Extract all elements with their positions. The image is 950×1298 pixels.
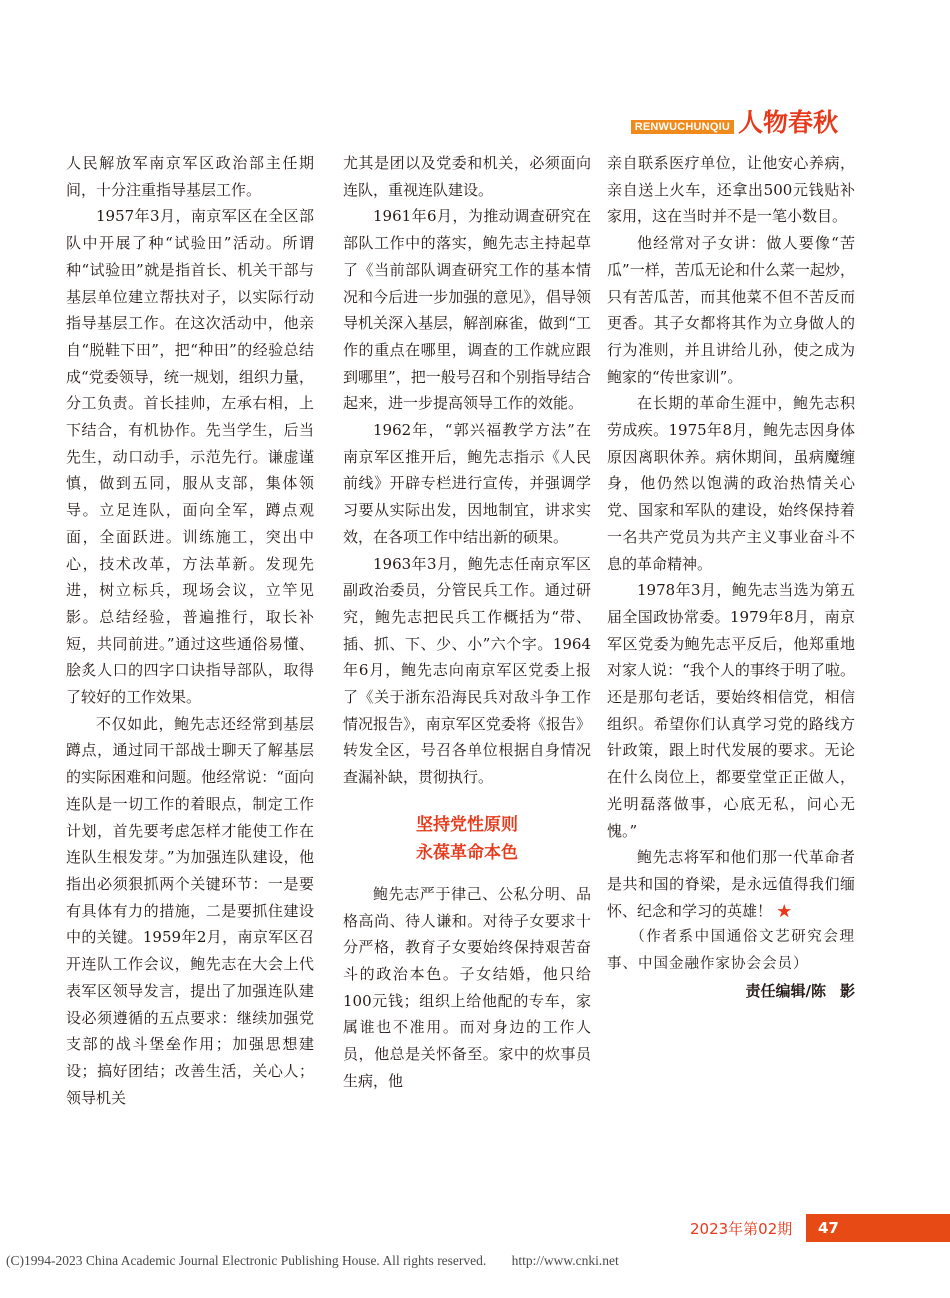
end-star-icon: ★ xyxy=(776,901,792,920)
paragraph: 鲍先志严于律己、公私分明、品格高尚、待人谦和。对待子女要求十分严格，教育子女要始终保持艰苦奋斗的政治本色。子女结婚，他只给100元钱；组织上给他配的专车，家属谁也不准用。而对身边的工作人员，他总是关怀备至。家中的炊事员生病，他 xyxy=(343,884,591,1090)
article-column-2 xyxy=(343,150,591,1095)
paragraph: 在长期的革命生涯中，鲍先志积劳成疾。1975年8月，鲍先志因身体原因离职休养。病休期间，虽病魔缠身，他仍然以饱满的政治热情关心党、国家和军队的建设，始终保持着一名共产党员为共产主义事业奋斗不息的革命精神。 xyxy=(607,394,855,573)
subheading-line-1: 坚持党性原则 xyxy=(416,814,518,835)
paragraph: 1957年3月，南京军区在全区部队中开展了种“试验田”活动。所谓种“试验田”就是指首长、机关干部与基层单位建立帮扶对子，以实际行动指导基层工作。在这次活动中，他亲自“脱鞋下田”，把“种田”的经验总结成“党委领导，统一规划，组织力量，分工负责。首长挂帅，左承右相，上下结合，有机协作。先当学生，后当先生，动口动手，示范先行。谦虚谨慎，做到五同，服从支部，集体领导。立足连队，面向全军，蹲点观面，全面跃进。训练施工，突出中心，技术改革，方法革新。发现先进，树立标兵，现场会议，立竿见影。总结经验，普遍推行，取长补短，共同前进。”通过这些通俗易懂、脍炙人口的四字口诀指导部队，取得了较好的工作效果。 xyxy=(66,207,314,707)
editor-name: 陈影 xyxy=(810,982,869,1001)
paragraph: 1978年3月，鲍先志当选为第五届全国政协常委。1979年8月，南京军区党委为鲍先志平反后，他郑重地对家人说：“我个人的事终于明了啦。还是那句老话，要始终相信党，相信组织。希望你们认真学习党的路线方针政策，跟上时代发展的要求。无论在什么岗位上，都要堂堂正正做人，光明磊落做事，心底无私，问心无愧。” xyxy=(607,581,855,840)
paragraph: 他经常对子女讲：做人要像“苦瓜”一样，苦瓜无论和什么菜一起炒，只有苦瓜苦，而其他菜不但不苦反而更香。其子女都将其作为立身做人的行为准则，并且讲给儿孙，使之成为鲍家的“传世家训”。 xyxy=(607,234,855,386)
paragraph: 不仅如此，鲍先志还经常到基层蹲点，通过同干部战士聊天了解基层的实际困难和问题。他经常说：“面向连队是一切工作的着眼点，制定工作计划，首先要考虑怎样才能使工作在连队生根发芽。”为加强连队建设，他指出必须狠抓两个关键环节：一是要有具体有力的措施，二是要抓住建设中的关键。1959年2月，南京军区召开连队工作会议，鲍先志在大会上代表军区领导发言，提出了加强连队建设必须遵循的五点要求：继续加强党支部的战斗堡垒作用；加强思想建设；搞好团结；改善生活，关心人；领导机关 xyxy=(66,714,314,1107)
article-column-1 xyxy=(66,150,314,1111)
copyright-line xyxy=(6,1253,946,1269)
section-pinyin: RENWUCHUNQIU xyxy=(631,120,734,134)
paragraph: 尤其是团以及党委和机关，必须面向连队，重视连队建设。 xyxy=(343,154,591,199)
cnki-url: http://www.cnki.net xyxy=(511,1253,619,1268)
editor-credit xyxy=(607,978,869,1005)
page-number: 47 xyxy=(806,1214,950,1242)
paragraph: 1963年3月，鲍先志任南京军区副政治委员，分管民兵工作。通过研究，鲍先志把民兵工作概括为“带、插、抓、下、少、小”六个字。1964年6月，鲍先志向南京军区党委上报了《关于浙东沿海民兵对敌斗争工作情况报告》，南京军区党委将《报告》转发全区，号召各单位根据自身情况查漏补缺，贯彻执行。 xyxy=(343,554,591,787)
paragraph: 人民解放军南京军区政治部主任期间，十分注重指导基层工作。 xyxy=(66,154,314,199)
issue-label: 2023年第02期 xyxy=(690,1220,793,1238)
paragraph: 1961年6月，为推动调查研究在部队工作中的落实，鲍先志主持起草了《当前部队调查研究工作的基本情况和今后进一步加强的意见》，倡导领导机关深入基层，解剖麻雀，做到“工作的重点在哪里，调查的工作就应跟到哪里”，把一般号召和个别指导结合起来，进一步提高领导工作的效能。 xyxy=(343,207,591,413)
paragraph-final xyxy=(607,844,855,924)
article-column-3 xyxy=(607,150,869,1005)
final-sentence: 鲍先志将军和他们那一代革命者是共和国的脊梁，是永远值得我们缅怀、纪念和学习的英雄！ xyxy=(607,848,855,920)
copyright-text: (C)1994-2023 China Academic Journal Electronic Publishing House. All rights reserved. xyxy=(6,1253,487,1268)
page-header xyxy=(631,108,838,138)
paragraph: 亲自联系医疗单位，让他安心养病，亲自送上火车，还拿出500元钱贴补家用，这在当时并不是一笔小数目。 xyxy=(607,154,855,226)
subheading-line-2: 永葆革命本色 xyxy=(416,842,518,863)
paragraph: 1962年，“郭兴福教学方法”在南京军区推开后，鲍先志指示《人民前线》开辟专栏进行宣传，并强调学习要从实际出发，因地制宜，讲求实效，在各项工作中结出新的硕果。 xyxy=(343,421,591,546)
author-note: （作者系中国通俗文艺研究会理事、中国金融作家协会会员） xyxy=(607,929,855,973)
editor-label: 责任编辑/ xyxy=(745,982,811,1001)
section-subheading xyxy=(343,811,591,867)
section-title: 人物春秋 xyxy=(737,108,838,137)
